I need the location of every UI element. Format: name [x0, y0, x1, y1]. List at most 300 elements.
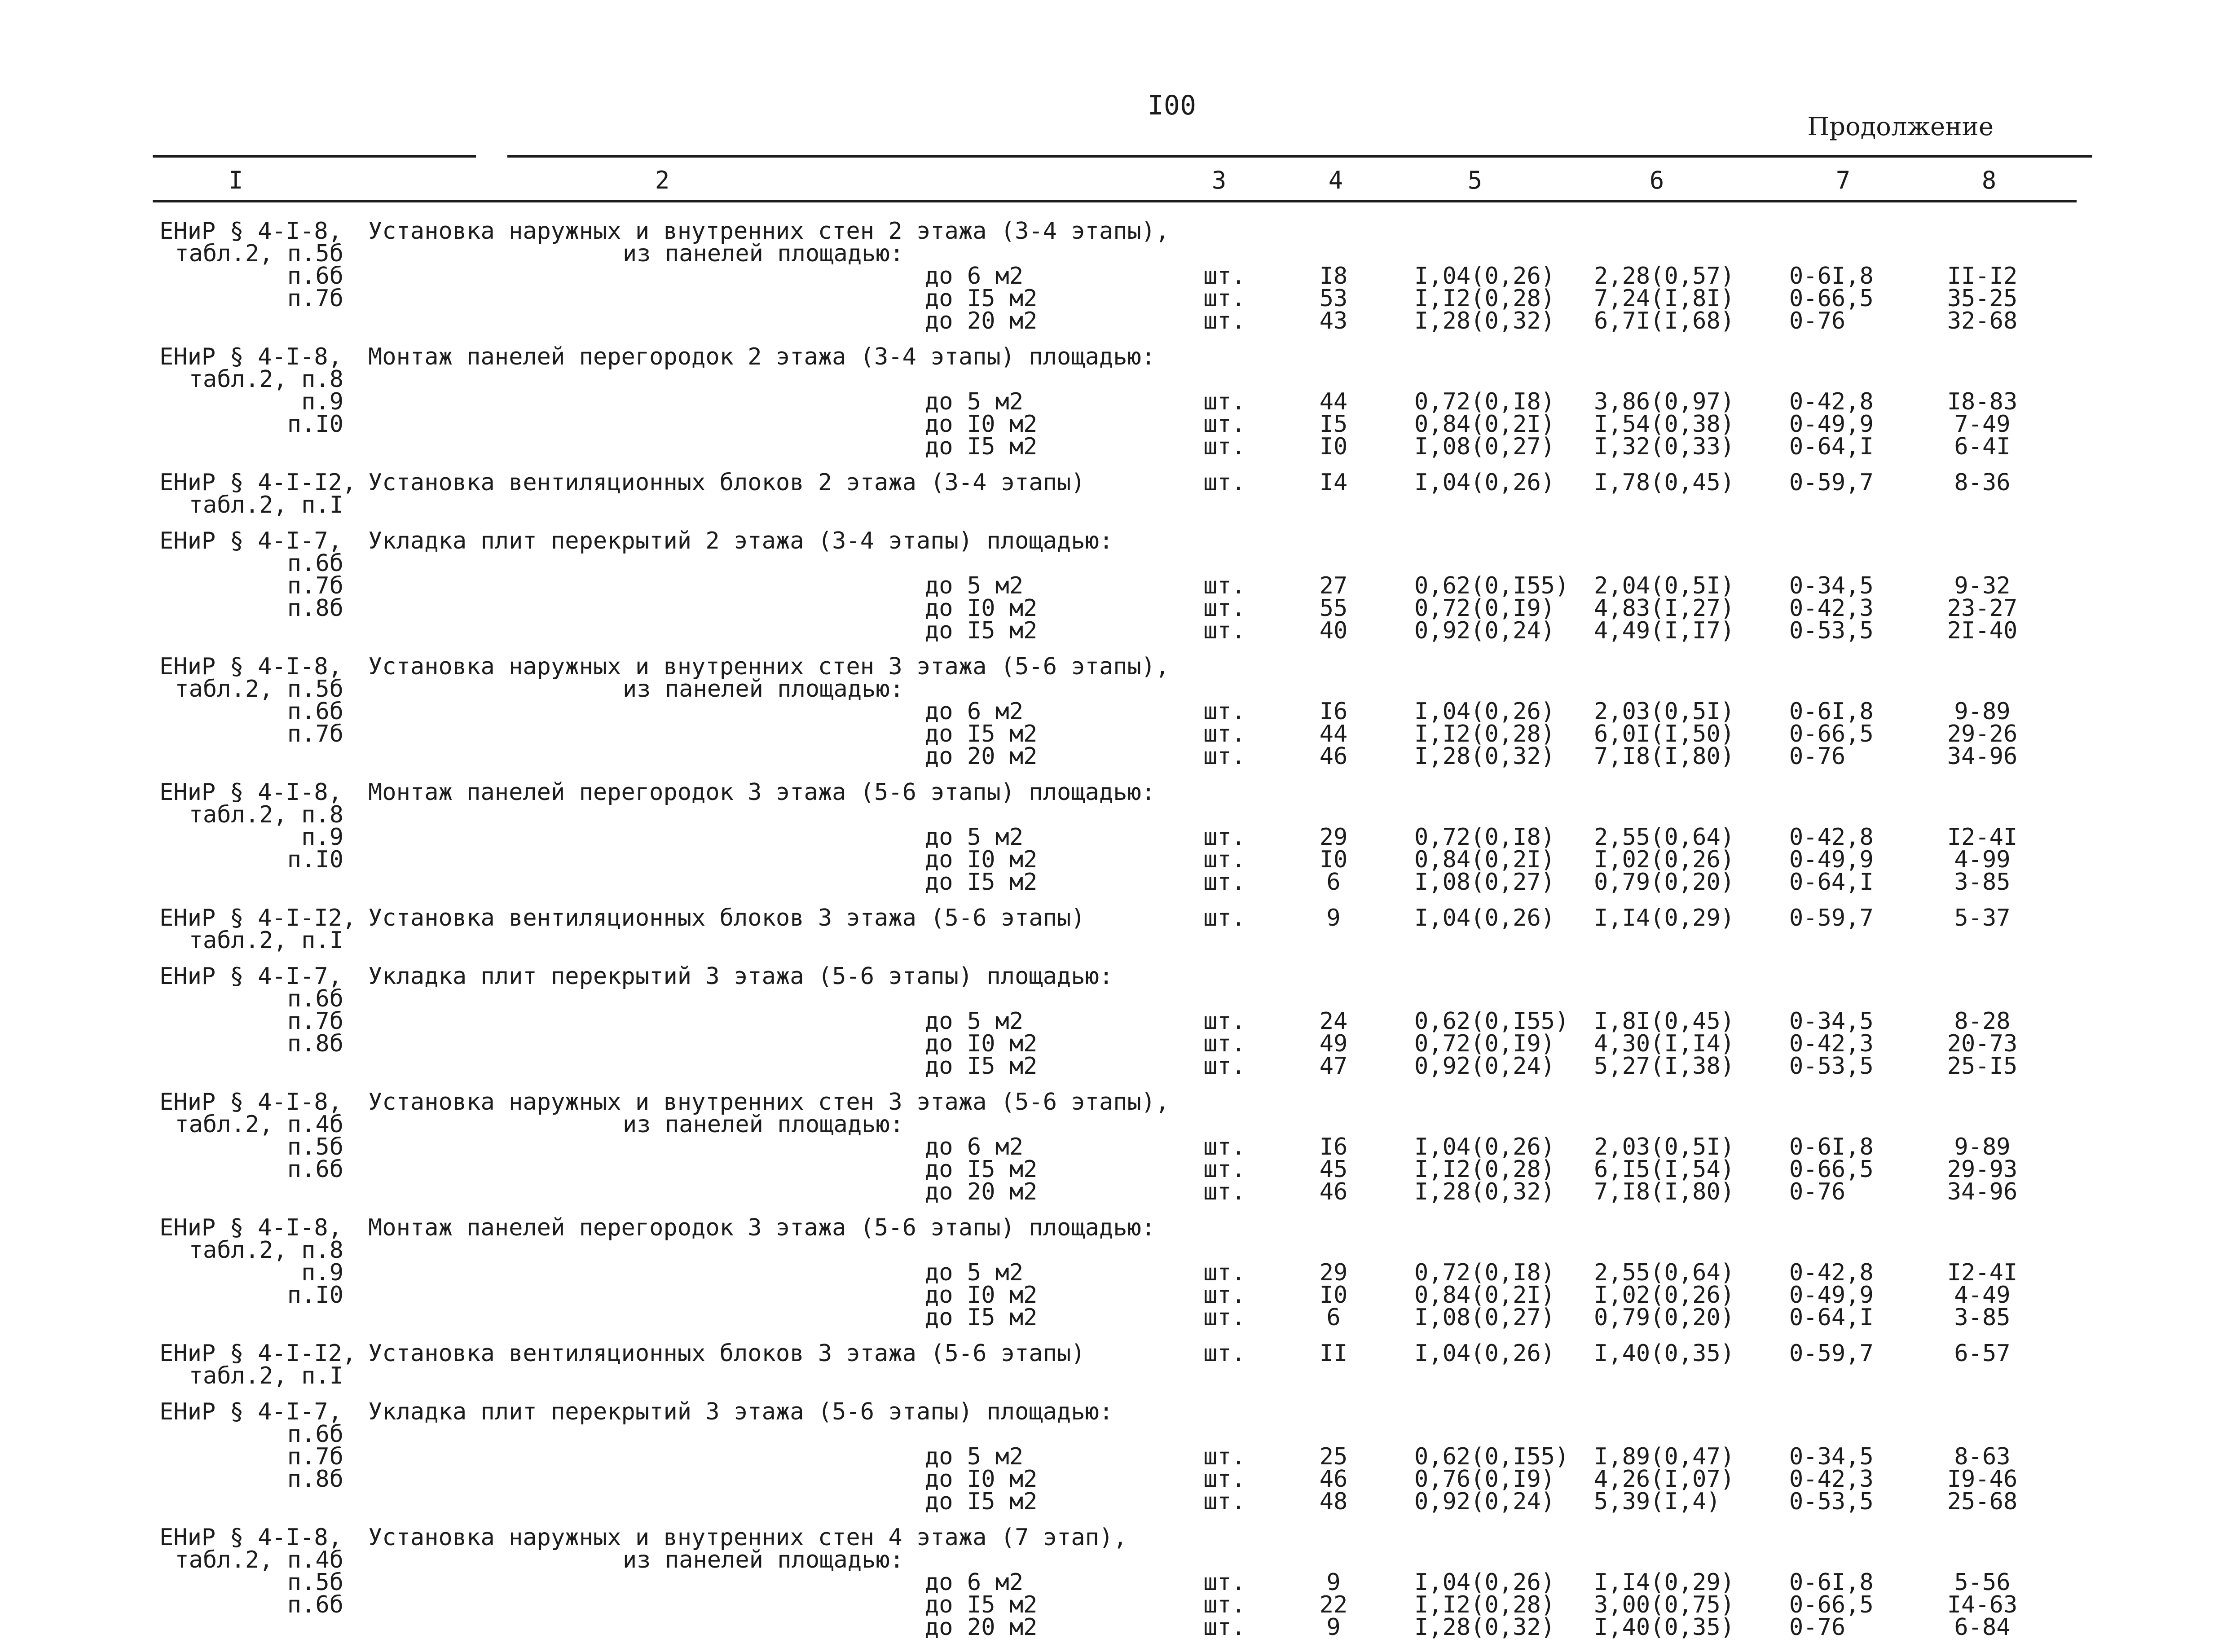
- quantity: 43: [1319, 308, 1348, 334]
- column-6-value: 5,39(I,4): [1594, 1488, 1721, 1515]
- column-8-value: 29-93: [1947, 1156, 2018, 1183]
- group-title-line: [0, 218, 2227, 245]
- table-group: [0, 1526, 2227, 1652]
- column-8-value: 20-73: [1947, 1030, 2018, 1057]
- table-row: [0, 1178, 2227, 1205]
- unit: шт.: [1203, 824, 1246, 851]
- column-5-value: 0,84(0,2I): [1414, 846, 1555, 873]
- column-8-value: I2-4I: [1947, 824, 2018, 851]
- column-8-value: 4-49: [1954, 1282, 2011, 1309]
- panel-size: до I5 м2: [925, 721, 1038, 747]
- table-row: [0, 1466, 2227, 1493]
- item-reference: п.8б: [287, 1466, 343, 1493]
- table-reference: табл.2, п.5б: [175, 676, 343, 703]
- item-reference: п.9: [301, 388, 343, 415]
- group-title-line: [0, 1089, 2227, 1116]
- quantity: 9: [1326, 1614, 1341, 1641]
- column-6-value: 4,49(I,I7): [1594, 617, 1735, 644]
- panel-size: до I0 м2: [925, 846, 1038, 873]
- panel-size: до I5 м2: [925, 1156, 1038, 1183]
- column-7-value: 0-59,7: [1789, 905, 1874, 931]
- panel-size: до I5 м2: [925, 1488, 1038, 1515]
- work-title: Монтаж панелей перегородок 3 этажа (5-6 этапы) площадью:: [368, 1214, 1156, 1241]
- table-row: [0, 869, 2227, 896]
- column-header-8: 8: [1981, 166, 1997, 194]
- group-subtitle-line: [0, 1549, 2227, 1571]
- column-8-value: 2I-40: [1947, 617, 2018, 644]
- table-reference: табл.2, п.4б: [175, 1111, 343, 1138]
- quantity: I4: [1319, 469, 1348, 496]
- quantity: 49: [1319, 1030, 1348, 1057]
- column-7-value: 0-76: [1789, 743, 1846, 770]
- panel-size: до 5 м2: [925, 572, 1024, 599]
- column-7-value: 0-42,3: [1789, 595, 1874, 622]
- column-8-value: 9-89: [1954, 698, 2011, 725]
- item-reference: п.I0: [287, 411, 343, 438]
- group-title-line: [0, 965, 2227, 988]
- item-reference: п.9: [301, 824, 343, 851]
- table-row: [0, 1616, 2227, 1639]
- item-reference: п.7б: [287, 285, 343, 312]
- group-title-line: [0, 471, 2227, 494]
- table-row: [0, 388, 2227, 415]
- column-8-value: 5-56: [1954, 1569, 2011, 1596]
- panel-size: до 6 м2: [925, 1569, 1024, 1596]
- group-title-line: [0, 1342, 2227, 1365]
- work-title: Установка наружных и внутренних стен 2 этажа (3-4 этапы),: [368, 218, 1170, 245]
- column-8-value: 35-25: [1947, 285, 2018, 312]
- group-title-line: [0, 781, 2227, 804]
- panel-size: до 5 м2: [925, 824, 1024, 851]
- column-6-value: 2,28(0,57): [1594, 263, 1735, 290]
- table-reference: табл.2, п.8: [189, 1237, 343, 1264]
- column-5-value: I,I2(0,28): [1414, 721, 1555, 747]
- quantity: 27: [1319, 572, 1348, 599]
- table-group: [0, 220, 2227, 346]
- table-row: [0, 287, 2227, 310]
- table-reference: табл.2, п.I: [189, 1362, 343, 1389]
- column-8-value: 5-37: [1954, 905, 2011, 931]
- panel-size: до I5 м2: [925, 1591, 1038, 1618]
- column-6-value: I,40(0,35): [1594, 1340, 1735, 1367]
- table-row: [0, 435, 2227, 458]
- unit: шт.: [1203, 1443, 1246, 1470]
- column-5-value: I,28(0,32): [1414, 1614, 1555, 1641]
- table-reference: табл.2, п.8: [189, 366, 343, 393]
- top-rule-left: [153, 155, 476, 158]
- table-row: [0, 263, 2227, 290]
- column-6-value: 3,86(0,97): [1594, 388, 1735, 415]
- quantity: 44: [1319, 721, 1348, 747]
- unit: шт.: [1203, 1591, 1246, 1618]
- column-5-value: I,28(0,32): [1414, 1178, 1555, 1205]
- column-7-value: 0-49,9: [1789, 1282, 1874, 1309]
- column-7-value: 0-42,3: [1789, 1466, 1874, 1493]
- column-6-value: 2,03(0,5I): [1594, 698, 1735, 725]
- item-reference: п.7б: [287, 572, 343, 599]
- column-8-value: 25-I5: [1947, 1053, 2018, 1080]
- column-6-value: 6,I5(I,54): [1594, 1156, 1735, 1183]
- column-7-value: 0-49,9: [1789, 846, 1874, 873]
- column-7-value: 0-42,8: [1789, 1259, 1874, 1286]
- column-8-value: I8-83: [1947, 388, 2018, 415]
- work-title: Установка наружных и внутренних стен 3 этажа (5-6 этапы),: [368, 653, 1170, 680]
- table-reference: табл.2, п.I: [189, 492, 343, 518]
- panel-size: до I5 м2: [925, 433, 1038, 460]
- quantity: 9: [1326, 905, 1341, 931]
- work-title: Установка вентиляционных блоков 3 этажа (5-6 этапы): [368, 905, 1085, 931]
- item-reference: п.6б: [287, 698, 343, 725]
- norm-reference: ЕНиР § 4-I-8,: [159, 1214, 342, 1241]
- column-5-value: 0,92(0,24): [1414, 1488, 1555, 1515]
- table-group: [0, 1091, 2227, 1217]
- table-row: [0, 572, 2227, 599]
- panel-size: до 5 м2: [925, 1443, 1024, 1470]
- table-group: [0, 527, 2227, 655]
- panel-size: до 6 м2: [925, 698, 1024, 725]
- quantity: I8: [1319, 263, 1348, 290]
- unit: шт.: [1203, 1259, 1246, 1286]
- column-7-value: 0-6I,8: [1789, 698, 1874, 725]
- column-header-2: 2: [655, 166, 670, 194]
- table-row: [0, 745, 2227, 768]
- continuation-label: Продолжение: [1807, 112, 1994, 141]
- column-8-value: I2-4I: [1947, 1259, 2018, 1286]
- column-6-value: 4,83(I,27): [1594, 595, 1735, 622]
- column-6-value: 6,7I(I,68): [1594, 308, 1735, 334]
- column-5-value: I,04(0,26): [1414, 1340, 1555, 1367]
- column-6-value: I,40(0,35): [1594, 1614, 1735, 1641]
- column-5-value: 0,84(0,2I): [1414, 1282, 1555, 1309]
- norm-reference: ЕНиР § 4-I-8,: [159, 218, 342, 245]
- table-row: [0, 700, 2227, 723]
- panel-size: до I0 м2: [925, 1030, 1038, 1057]
- quantity: 46: [1319, 1466, 1348, 1493]
- norm-reference: ЕНиР § 4-I-7,: [159, 527, 342, 554]
- table-row: [0, 597, 2227, 620]
- unit: шт.: [1203, 1030, 1246, 1057]
- column-8-value: 25-68: [1947, 1488, 2018, 1515]
- column-6-value: I,I4(0,29): [1594, 1569, 1735, 1596]
- unit: шт.: [1203, 1466, 1246, 1493]
- table-row: [0, 1158, 2227, 1181]
- column-8-value: 29-26: [1947, 721, 2018, 747]
- panel-size: до 6 м2: [925, 1134, 1024, 1160]
- unit: шт.: [1203, 572, 1246, 599]
- quantity: 47: [1319, 1053, 1348, 1080]
- column-8-value: 4-99: [1954, 846, 2011, 873]
- group-subtitle-line: [0, 368, 2227, 391]
- unit: шт.: [1203, 721, 1246, 747]
- column-6-value: 4,30(I,I4): [1594, 1030, 1735, 1057]
- column-6-value: I,02(0,26): [1594, 1282, 1735, 1309]
- table-row: [0, 1261, 2227, 1284]
- group-subtitle-line: [0, 985, 2227, 1012]
- column-5-value: I,04(0,26): [1414, 1569, 1555, 1596]
- table-row: [0, 848, 2227, 871]
- column-5-value: I,I2(0,28): [1414, 1156, 1555, 1183]
- work-title: Укладка плит перекрытий 3 этажа (5-6 этапы) площадью:: [368, 1398, 1114, 1425]
- group-title-line: [0, 1214, 2227, 1241]
- work-title: Монтаж панелей перегородок 2 этажа (3-4 этапы) площадью:: [368, 343, 1156, 370]
- column-6-value: 5,27(I,38): [1594, 1053, 1735, 1080]
- column-8-value: 8-36: [1954, 469, 2011, 496]
- unit: шт.: [1203, 1134, 1246, 1160]
- column-8-value: 34-96: [1947, 1178, 2018, 1205]
- quantity: 29: [1319, 1259, 1348, 1286]
- column-5-value: I,08(0,27): [1414, 869, 1555, 896]
- work-title: Укладка плит перекрытий 2 этажа (3-4 этапы) площадью:: [368, 527, 1114, 554]
- group-subtitle-line: [0, 1362, 2227, 1389]
- item-reference: п.5б: [287, 1569, 343, 1596]
- group-title-line: [0, 1398, 2227, 1425]
- unit: шт.: [1203, 846, 1246, 873]
- unit: шт.: [1203, 285, 1246, 312]
- quantity: 40: [1319, 617, 1348, 644]
- work-subtitle: из панелей площадью:: [622, 1547, 904, 1573]
- column-8-value: 6-4I: [1954, 433, 2011, 460]
- column-5-value: I,04(0,26): [1414, 469, 1555, 496]
- item-reference: п.6б: [287, 1591, 343, 1618]
- panel-size: до 5 м2: [925, 1259, 1024, 1286]
- column-6-value: I,32(0,33): [1594, 433, 1735, 460]
- work-title: Установка вентиляционных блоков 2 этажа (3-4 этапы): [368, 469, 1085, 496]
- table-row: [0, 723, 2227, 745]
- panel-size: до I5 м2: [925, 1304, 1038, 1331]
- quantity: 48: [1319, 1488, 1348, 1515]
- column-7-value: 0-6I,8: [1789, 263, 1874, 290]
- table-row: [0, 1032, 2227, 1055]
- column-header-5: 5: [1467, 166, 1483, 194]
- column-5-value: I,08(0,27): [1414, 433, 1555, 460]
- norm-reference: ЕНиР § 4-I-8,: [159, 653, 342, 680]
- norm-reference: ЕНиР § 4-I-7,: [159, 1398, 342, 1425]
- item-reference: п.7б: [287, 1443, 343, 1470]
- unit: шт.: [1203, 433, 1246, 460]
- norm-reference: ЕНиР § 4-I-8,: [159, 1089, 342, 1116]
- group-subtitle-line: [0, 929, 2227, 952]
- item-reference: п.5б: [287, 1134, 343, 1160]
- column-5-value: I,04(0,26): [1414, 263, 1555, 290]
- quantity: 6: [1326, 1304, 1341, 1331]
- column-7-value: 0-66,5: [1789, 285, 1874, 312]
- quantity: 25: [1319, 1443, 1348, 1470]
- unit: шт.: [1203, 1304, 1246, 1331]
- norm-reference: ЕНиР § 4-I-8,: [159, 343, 342, 370]
- unit: шт.: [1203, 411, 1246, 438]
- table-row: [0, 824, 2227, 851]
- column-6-value: 2,55(0,64): [1594, 824, 1735, 851]
- unit: шт.: [1203, 469, 1246, 496]
- column-6-value: 7,I8(I,80): [1594, 1178, 1735, 1205]
- table-row: [0, 1571, 2227, 1594]
- group-subtitle-line: [0, 1113, 2227, 1136]
- quantity: 46: [1319, 743, 1348, 770]
- table-reference: табл.2, п.8: [189, 801, 343, 828]
- quantity: I6: [1319, 698, 1348, 725]
- column-7-value: 0-42,8: [1789, 388, 1874, 415]
- column-8-value: 7-49: [1954, 411, 2011, 438]
- column-8-value: 6-84: [1954, 1614, 2011, 1641]
- column-7-value: 0-53,5: [1789, 617, 1874, 644]
- column-5-value: I,04(0,26): [1414, 905, 1555, 931]
- table-group: [0, 907, 2227, 965]
- unit: шт.: [1203, 308, 1246, 334]
- column-8-value: 3-85: [1954, 1304, 2011, 1331]
- table-row: [0, 1443, 2227, 1470]
- quantity: II: [1319, 1340, 1348, 1367]
- group-title-line: [0, 527, 2227, 554]
- table-group: [0, 1342, 2227, 1401]
- column-7-value: 0-34,5: [1789, 1008, 1874, 1035]
- column-header-7: 7: [1835, 166, 1851, 194]
- quantity: I6: [1319, 1134, 1348, 1160]
- unit: шт.: [1203, 1488, 1246, 1515]
- column-5-value: I,04(0,26): [1414, 698, 1555, 725]
- column-6-value: I,8I(0,45): [1594, 1008, 1735, 1035]
- column-6-value: 4,26(I,07): [1594, 1466, 1735, 1493]
- unit: шт.: [1203, 1614, 1246, 1641]
- column-6-value: 0,79(0,20): [1594, 869, 1735, 896]
- panel-size: до 6 м2: [925, 263, 1024, 290]
- quantity: 24: [1319, 1008, 1348, 1035]
- group-subtitle-line: [0, 676, 2227, 703]
- item-reference: п.6б: [287, 1156, 343, 1183]
- quantity: 44: [1319, 388, 1348, 415]
- quantity: 22: [1319, 1591, 1348, 1618]
- column-8-value: 6-57: [1954, 1340, 2011, 1367]
- unit: шт.: [1203, 1156, 1246, 1183]
- column-6-value: I,89(0,47): [1594, 1443, 1735, 1470]
- column-7-value: 0-76: [1789, 308, 1846, 334]
- column-7-value: 0-59,7: [1789, 1340, 1874, 1367]
- group-subtitle-line: [0, 552, 2227, 575]
- column-5-value: I,28(0,32): [1414, 743, 1555, 770]
- column-8-value: 23-27: [1947, 595, 2018, 622]
- quantity: 29: [1319, 824, 1348, 851]
- quantity: 53: [1319, 285, 1348, 312]
- work-title: Монтаж панелей перегородок 3 этажа (5-6 этапы) площадью:: [368, 779, 1156, 806]
- column-6-value: I,78(0,45): [1594, 469, 1735, 496]
- quantity: I0: [1319, 846, 1348, 873]
- column-5-value: I,I2(0,28): [1414, 285, 1555, 312]
- column-header-6: 6: [1649, 166, 1664, 194]
- column-6-value: 6,0I(I,50): [1594, 721, 1735, 747]
- group-subtitle-line: [0, 1237, 2227, 1264]
- column-5-value: 0,76(0,I9): [1414, 1466, 1555, 1493]
- column-7-value: 0-76: [1789, 1614, 1846, 1641]
- panel-size: до I5 м2: [925, 1053, 1038, 1080]
- unit: шт.: [1203, 1008, 1246, 1035]
- panel-size: до I0 м2: [925, 1466, 1038, 1493]
- column-5-value: 0,72(0,I9): [1414, 1030, 1555, 1057]
- norm-reference: ЕНиР § 4-I-8,: [159, 1524, 342, 1551]
- work-title: Установка вентиляционных блоков 3 этажа (5-6 этапы): [368, 1340, 1085, 1367]
- column-header-3: 3: [1211, 166, 1227, 194]
- unit: шт.: [1203, 698, 1246, 725]
- column-5-value: 0,92(0,24): [1414, 617, 1555, 644]
- column-6-value: 3,00(0,75): [1594, 1591, 1735, 1618]
- item-reference: п.9: [301, 1259, 343, 1286]
- group-subtitle-line: [0, 1423, 2227, 1446]
- unit: шт.: [1203, 743, 1246, 770]
- unit: шт.: [1203, 905, 1246, 931]
- column-7-value: 0-66,5: [1789, 721, 1874, 747]
- column-7-value: 0-64,I: [1789, 433, 1874, 460]
- table-group: [0, 655, 2227, 781]
- table-group: [0, 965, 2227, 1091]
- column-7-value: 0-6I,8: [1789, 1134, 1874, 1160]
- panel-size: до 20 м2: [925, 1178, 1038, 1205]
- group-title-line: [0, 907, 2227, 929]
- quantity: 6: [1326, 869, 1341, 896]
- column-5-value: I,I2(0,28): [1414, 1591, 1555, 1618]
- unit: шт.: [1203, 1282, 1246, 1309]
- table-row: [0, 1306, 2227, 1329]
- table-row: [0, 1136, 2227, 1158]
- norm-reference: ЕНиР § 4-I-7,: [159, 963, 342, 990]
- group-title-line: [0, 343, 2227, 370]
- item-reference: п.I0: [287, 846, 343, 873]
- column-6-value: 0,79(0,20): [1594, 1304, 1735, 1331]
- item-reference: п.8б: [287, 595, 343, 622]
- group-subtitle-line: [0, 242, 2227, 265]
- column-8-value: I9-46: [1947, 1466, 2018, 1493]
- item-reference: п.I0: [287, 1282, 343, 1309]
- table-reference: п.6б: [287, 985, 343, 1012]
- unit: шт.: [1203, 617, 1246, 644]
- unit: шт.: [1203, 869, 1246, 896]
- column-8-value: 8-63: [1954, 1443, 2011, 1470]
- column-7-value: 0-42,3: [1789, 1030, 1874, 1057]
- panel-size: до I5 м2: [925, 285, 1038, 312]
- column-7-value: 0-53,5: [1789, 1053, 1874, 1080]
- column-6-value: I,02(0,26): [1594, 846, 1735, 873]
- column-6-value: 7,24(I,8I): [1594, 285, 1735, 312]
- column-5-value: 0,84(0,2I): [1414, 411, 1555, 438]
- item-reference: п.6б: [287, 263, 343, 290]
- column-5-value: 0,72(0,I8): [1414, 1259, 1555, 1286]
- table-row: [0, 310, 2227, 332]
- column-5-value: 0,62(0,I55): [1414, 1008, 1569, 1035]
- table-row: [0, 411, 2227, 438]
- panel-size: до I5 м2: [925, 869, 1038, 896]
- column-7-value: 0-34,5: [1789, 1443, 1874, 1470]
- column-5-value: 0,62(0,I55): [1414, 572, 1569, 599]
- unit: шт.: [1203, 595, 1246, 622]
- column-5-value: 0,62(0,I55): [1414, 1443, 1569, 1470]
- column-7-value: 0-49,9: [1789, 411, 1874, 438]
- column-8-value: 3-85: [1954, 869, 2011, 896]
- work-subtitle: из панелей площадью:: [622, 1111, 904, 1138]
- work-title: Установка наружных и внутренних стен 4 этажа (7 этап),: [368, 1524, 1127, 1551]
- column-7-value: 0-64,I: [1789, 1304, 1874, 1331]
- group-title-line: [0, 1526, 2227, 1549]
- column-header-1: I: [228, 166, 243, 194]
- column-7-value: 0-76: [1789, 1178, 1846, 1205]
- work-subtitle: из панелей площадью:: [622, 240, 904, 267]
- column-8-value: 32-68: [1947, 308, 2018, 334]
- column-7-value: 0-59,7: [1789, 469, 1874, 496]
- quantity: 45: [1319, 1156, 1348, 1183]
- column-7-value: 0-42,8: [1789, 824, 1874, 851]
- quantity: 9: [1326, 1569, 1341, 1596]
- column-7-value: 0-64,I: [1789, 869, 1874, 896]
- column-6-value: 2,03(0,5I): [1594, 1134, 1735, 1160]
- column-5-value: 0,92(0,24): [1414, 1053, 1555, 1080]
- table-reference: п.6б: [287, 1421, 343, 1448]
- table-row: [0, 617, 2227, 644]
